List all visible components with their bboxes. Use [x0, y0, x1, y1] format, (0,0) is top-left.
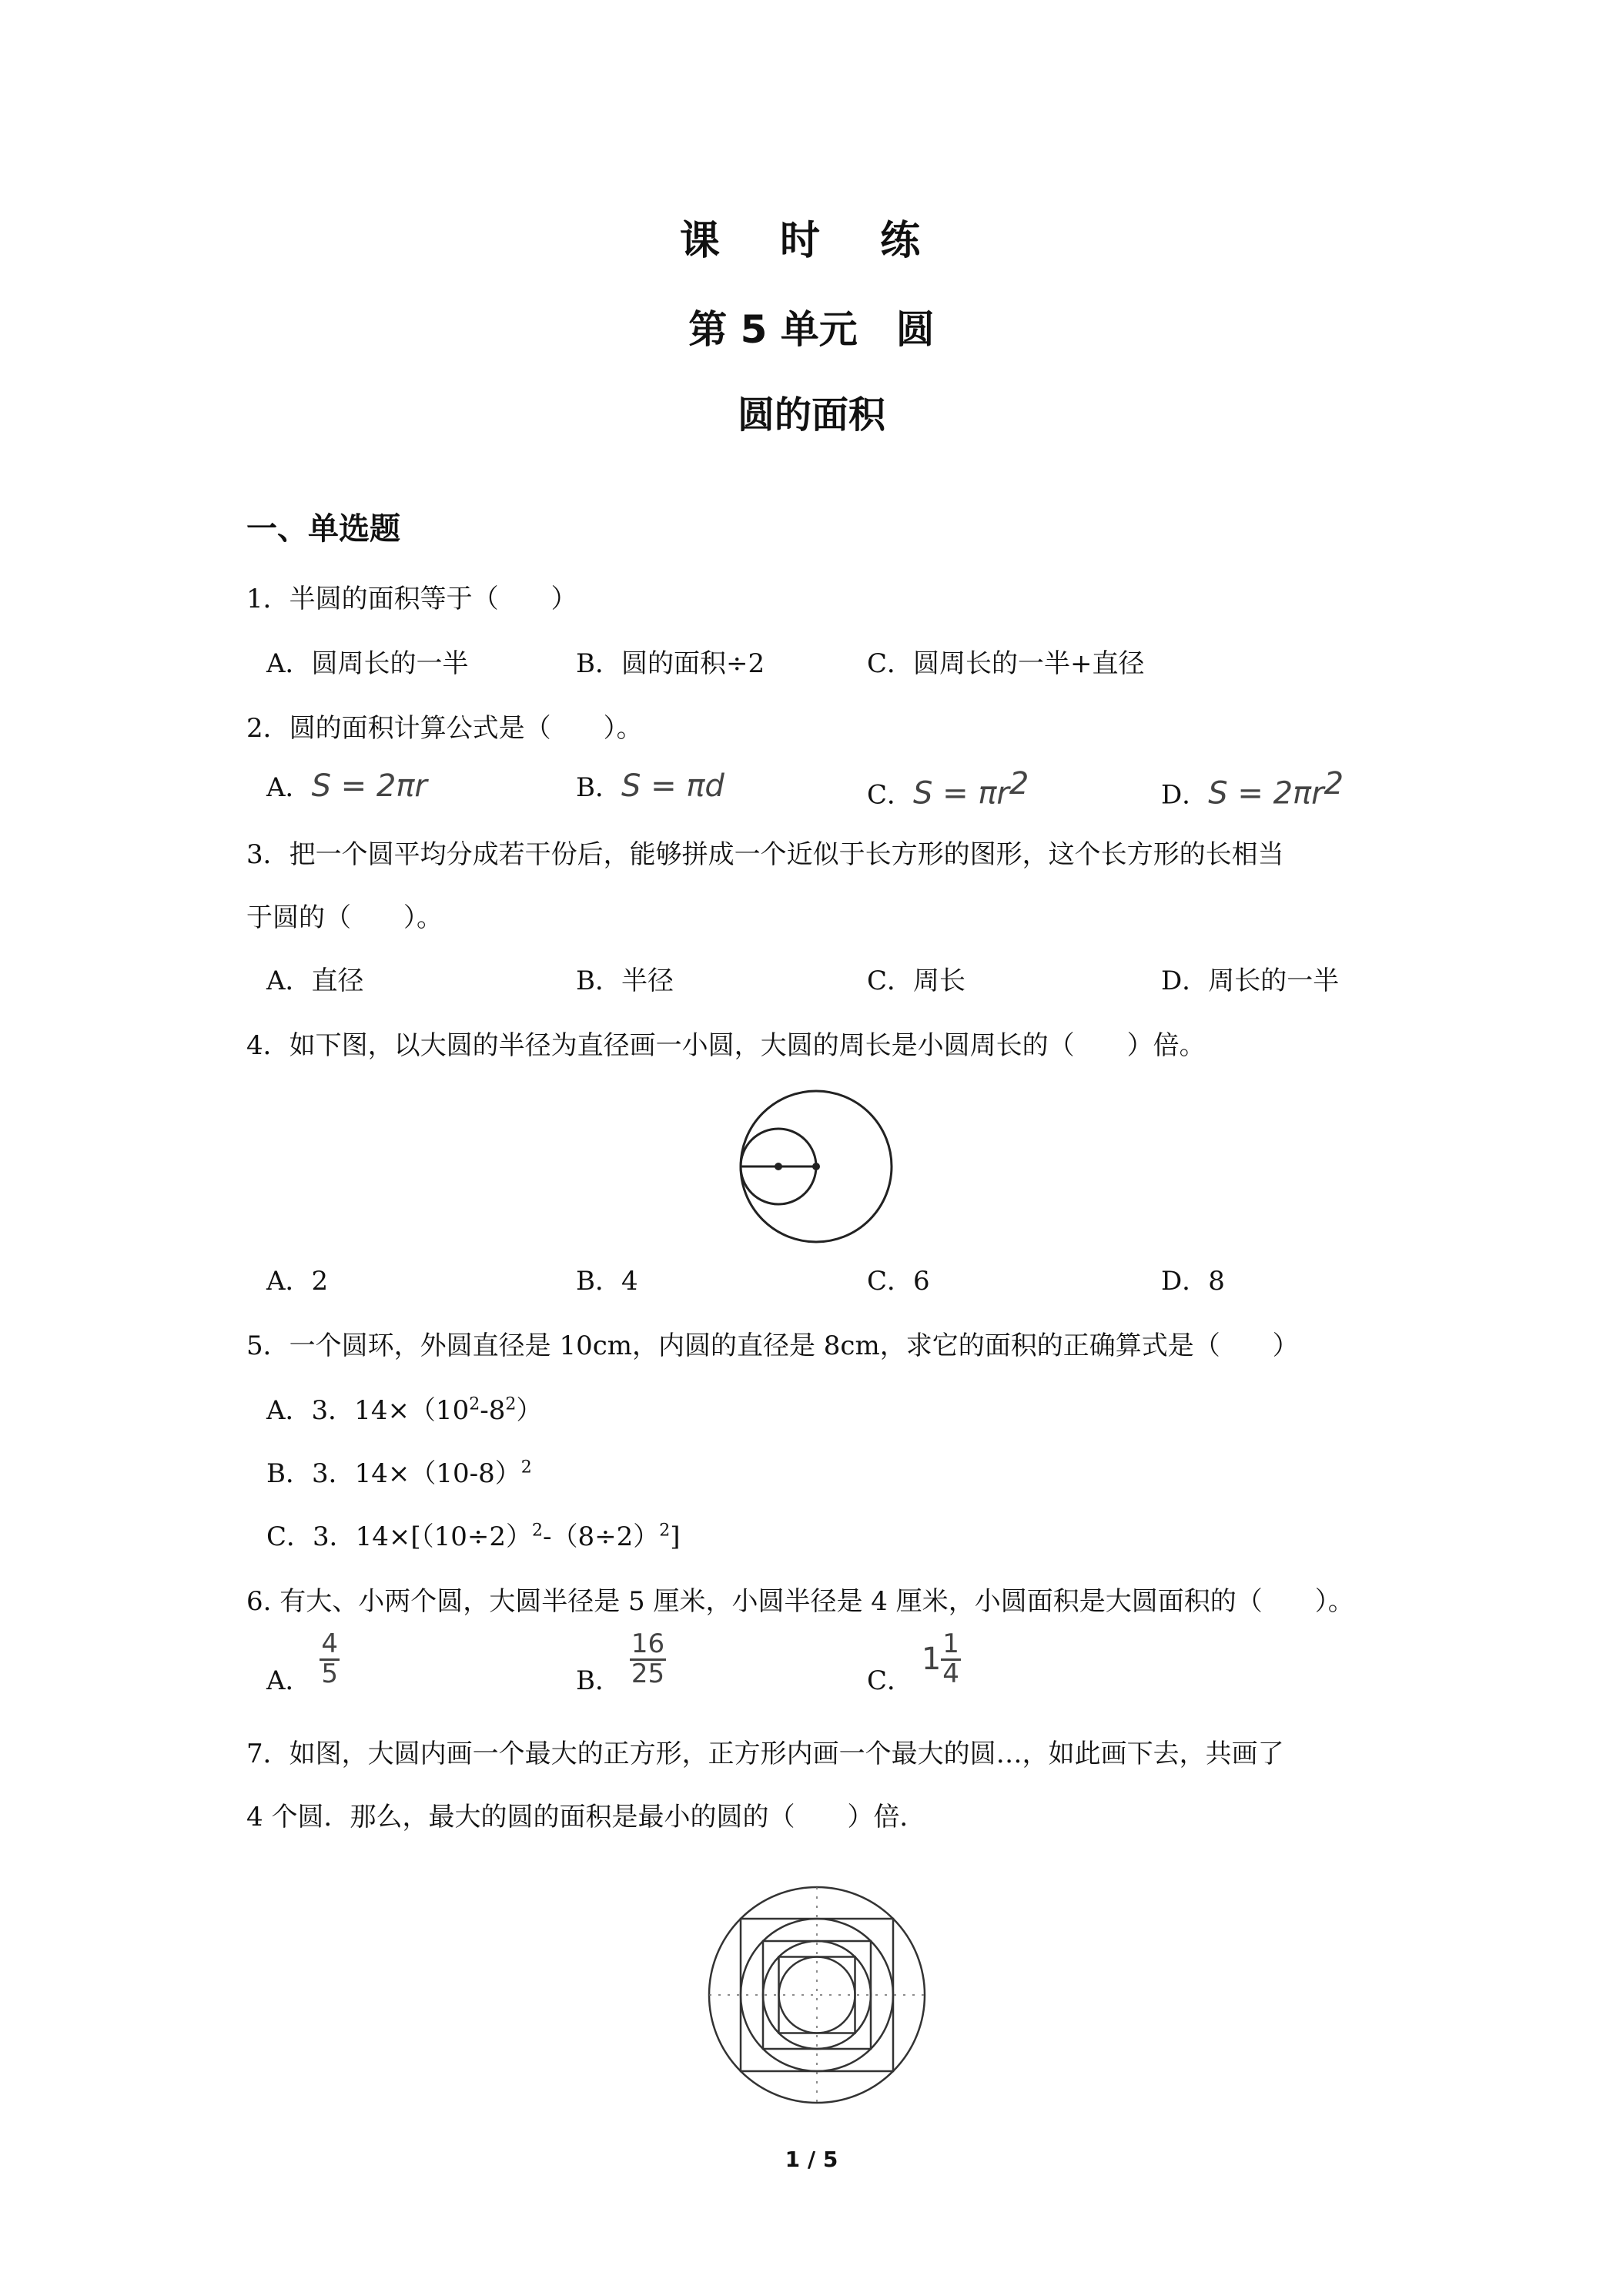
question-5-stem: 5．一个圆环，外圆直径是 10cm，内圆的直径是 8cm，求它的面积的正确算式是（ ） [246, 1330, 1299, 1361]
formula-exponent: 2 [1009, 766, 1029, 802]
question-7-nested-circles-diagram [707, 1885, 927, 2105]
formula-text: S = πr [913, 775, 1009, 812]
question-3-option-c[interactable]: C．周长 [867, 966, 966, 996]
question-4-option-b[interactable]: B．4 [576, 1266, 638, 1297]
exponent: 2 [659, 1521, 671, 1541]
option-text: -8 [480, 1395, 506, 1426]
question-6-stem: 6. 有大、小两个圆，大圆半径是 5 厘米，小圆半径是 4 厘米，小圆面积是大圆面积的（ ）。 [246, 1586, 1354, 1617]
formula-text: S = 2πr [311, 768, 427, 804]
question-6-option-a[interactable] [266, 1628, 340, 1697]
question-3-stem-line2: 于圆的（ ）。 [246, 902, 443, 933]
fraction [630, 1628, 666, 1689]
question-3-stem-line1: 3．把一个圆平均分成若干份后，能够拼成一个近似于长方形的图形，这个长方形的长相当 [246, 839, 1284, 870]
question-7-stem-line1: 7．如图，大圆内画一个最大的正方形，正方形内画一个最大的圆…，如此画下去，共画了 [246, 1739, 1284, 1769]
lesson-title: 圆的面积 [737, 393, 885, 437]
unit-title: 第 5 单元 圆 [688, 307, 935, 352]
question-6-option-c[interactable] [867, 1628, 961, 1697]
question-3-option-b[interactable]: B．半径 [576, 966, 674, 996]
question-4-circle-diagram [731, 1082, 901, 1251]
denominator: 25 [631, 1658, 665, 1689]
option-text: B．3．14×（10-8） [266, 1458, 521, 1489]
worksheet-title: 课 时 练 [679, 218, 944, 264]
numerator: 1 [942, 1628, 959, 1659]
circle-4 [779, 1957, 855, 2033]
option-label: C． [867, 1665, 914, 1697]
numerator: 4 [321, 1628, 339, 1659]
question-5-option-c[interactable] [266, 1515, 681, 1553]
exponent: 2 [532, 1521, 544, 1541]
question-5-option-b[interactable] [266, 1452, 532, 1490]
mixed-number-whole: 1 [921, 1642, 942, 1678]
question-3-option-a[interactable]: A．直径 [266, 966, 364, 996]
question-4-option-c[interactable]: C．6 [867, 1266, 930, 1297]
question-1-stem: 1．半圆的面积等于（ ） [246, 584, 577, 614]
exponent: 2 [505, 1394, 517, 1414]
question-1-option-c[interactable]: C．圆周长的一半+直径 [867, 648, 1145, 679]
exponent: 2 [520, 1458, 532, 1478]
question-1-option-b[interactable]: B．圆的面积÷2 [576, 648, 765, 679]
question-1-option-a[interactable]: A．圆周长的一半 [266, 648, 469, 679]
exponent: 2 [469, 1394, 480, 1414]
small-center-dot [775, 1163, 782, 1170]
question-2-option-a[interactable] [266, 766, 427, 804]
question-4-stem: 4．如下图，以大圆的半径为直径画一小圆，大圆的周长是小圆周长的（ ）倍。 [246, 1030, 1206, 1061]
question-4-option-d[interactable]: D．8 [1161, 1266, 1225, 1297]
formula-text: S = 2πr [1208, 775, 1324, 812]
denominator: 5 [321, 1658, 339, 1689]
question-5-option-a[interactable] [266, 1389, 542, 1427]
section-heading-single-choice: 一、单选题 [246, 511, 400, 547]
option-label: B． [576, 1665, 621, 1697]
option-label: D． [1161, 779, 1209, 811]
option-label: C． [867, 779, 914, 811]
option-text: ] [670, 1521, 681, 1552]
option-label: B． [576, 772, 621, 803]
option-text: C．3．14×[（10÷2） [266, 1521, 533, 1552]
denominator: 4 [942, 1658, 959, 1689]
option-text: ） [516, 1395, 543, 1426]
large-center-dot [812, 1163, 820, 1170]
option-text: A．3．14×（10 [266, 1395, 470, 1426]
option-text: -（8÷2） [543, 1521, 660, 1552]
page-number: 1 / 5 [785, 2147, 838, 2172]
formula-text: S = πd [621, 768, 724, 804]
numerator: 16 [631, 1628, 665, 1659]
formula-exponent: 2 [1323, 766, 1344, 802]
question-4-option-a[interactable]: A．2 [266, 1266, 329, 1297]
question-7-stem-line2: 4 个圆．那么，最大的圆的面积是最小的圆的（ ）倍． [246, 1802, 926, 1832]
option-label: A． [266, 1665, 312, 1697]
question-6-option-b[interactable] [576, 1628, 666, 1697]
question-3-option-d[interactable]: D．周长的一半 [1161, 966, 1340, 996]
question-2-option-b[interactable] [576, 766, 724, 804]
fraction [941, 1628, 961, 1689]
question-2-option-d[interactable] [1161, 766, 1344, 811]
option-label: A． [266, 772, 312, 803]
question-2-stem: 2．圆的面积计算公式是（ ）。 [246, 713, 643, 744]
question-2-option-c[interactable] [867, 766, 1029, 811]
fraction [320, 1628, 340, 1689]
